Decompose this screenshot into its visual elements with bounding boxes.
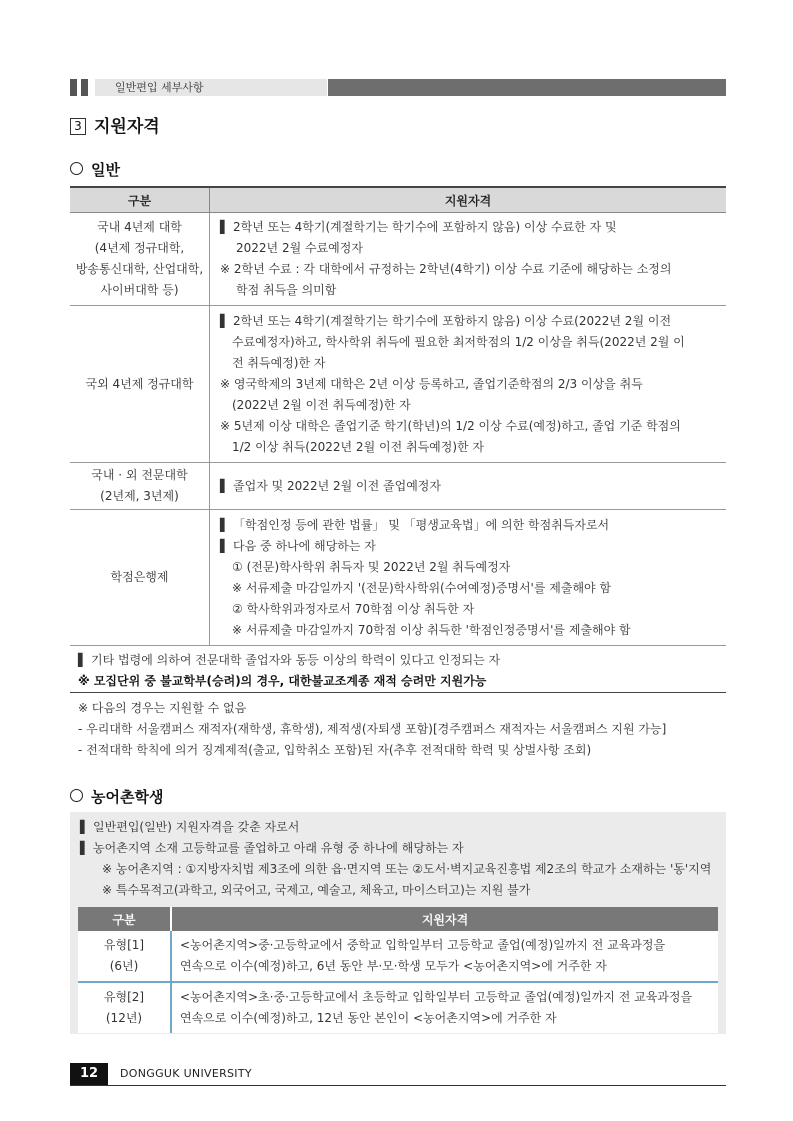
section-title-text: 지원자격	[94, 117, 160, 137]
eligibility-line: ▌ 「학점인정 등에 관한 법률」 및 「평생교육법」에 의한 학점취득자로서	[220, 517, 610, 532]
row-category	[70, 510, 210, 646]
header-square-1	[70, 79, 77, 96]
category-line: 학점은행제	[110, 570, 169, 584]
rural-subtitle-text: 농어촌학생	[91, 788, 164, 806]
page-number: 12	[70, 1063, 108, 1085]
row-category	[70, 213, 210, 306]
exclusions	[78, 698, 666, 761]
table-header-row	[70, 187, 726, 213]
general-eligibility-table	[70, 186, 726, 646]
rural-subtitle	[70, 786, 163, 807]
eligibility-line: 전 취득예정)한 자	[232, 355, 326, 370]
category-line: (12년)	[105, 1011, 143, 1025]
row-category	[78, 982, 171, 1033]
circle-bullet-icon	[70, 789, 83, 802]
eligibility-line: 연속으로 이수(예정)하고, 12년 동안 본인이 <농어촌지역>에 거주한 자	[180, 1011, 557, 1025]
row-eligibility	[171, 931, 718, 982]
circle-bullet-icon	[70, 162, 83, 175]
divider	[70, 692, 726, 693]
general-note: ▌ 기타 법령에 의하여 전문대학 졸업자와 동등 이상의 학력이 있다고 인정되는 자	[78, 653, 501, 667]
eligibility-line: (2022년 2월 이전 취득예정)한 자	[232, 397, 411, 412]
eligibility-line: <농어촌지역>초·중·고등학교에서 초등학교 입학일부터 고등학교 졸업(예정)일까지 전 교육과정을	[180, 990, 693, 1004]
eligibility-line: <농어촌지역>중·고등학교에서 중학교 입학일부터 고등학교 졸업(예정)일까지 전 교육과정을	[180, 938, 666, 952]
column-header-category: 구분	[70, 187, 210, 213]
category-line: 사이버대학 등)	[100, 283, 179, 297]
general-notes	[78, 650, 500, 692]
eligibility-line: 연속으로 이수(예정)하고, 6년 동안 부·모·학생 모두가 <농어촌지역>에 거주한 자	[180, 959, 607, 973]
rural-line: ※ 특수목적고(과학고, 외국어고, 국제고, 예술고, 체육고, 마이스터고)는 지원 불가	[102, 883, 531, 897]
eligibility-line: ▌ 졸업자 및 2022년 2월 이전 졸업예정자	[220, 478, 441, 493]
eligibility-line: ※ 2학년 수료 : 각 대학에서 규정하는 2학년(4학기) 이상 수료 기준에 해당하는 소정의	[220, 262, 672, 276]
table-row	[70, 463, 726, 510]
footer-rule	[70, 1085, 726, 1086]
general-subtitle	[70, 159, 120, 180]
eligibility-line: 1/2 이상 취득(2022년 2월 이전 취득예정)한 자	[232, 439, 485, 454]
table-row	[70, 213, 726, 306]
row-category	[70, 463, 210, 510]
eligibility-line: ※ 서류제출 마감일까지 70학점 이상 취득한 '학점인정증명서'를 제출해야 함	[232, 622, 631, 637]
header-square-2	[81, 79, 88, 96]
table-row	[70, 306, 726, 463]
rural-description	[80, 817, 711, 901]
header-section-label: 일반편입 세부사항	[95, 79, 327, 96]
rural-eligibility-table	[78, 907, 718, 1033]
row-eligibility	[210, 463, 727, 510]
category-line: 유형[2]	[103, 990, 145, 1004]
rural-line: ※ 농어촌지역 : ①지방자치법 제3조에 의한 읍·면지역 또는 ②도서·벽지교육진흥법 제2조의 학교가 소재하는 '동'지역	[102, 862, 712, 876]
table-header-row	[78, 907, 718, 931]
eligibility-line: 학점 취득을 의미함	[236, 283, 337, 297]
category-line: 유형[1]	[103, 938, 145, 952]
rural-line: ▌ 일반편입(일반) 지원자격을 갖춘 자로서	[80, 820, 300, 834]
rural-line: ▌ 농어촌지역 소재 고등학교를 졸업하고 아래 유형 중 하나에 해당하는 자	[80, 841, 464, 855]
eligibility-line: ※ 5년제 이상 대학은 졸업기준 학기(학년)의 1/2 이상 수료(예정)하고, 졸업 기준 학점의	[220, 418, 681, 433]
column-header-category: 구분	[78, 907, 171, 931]
exclusion-line: - 전적대학 학칙에 의거 징계제적(출교, 입학취소 포함)된 자(추후 전적대학 학력 및 상벌사항 조회)	[78, 743, 592, 757]
column-header-eligibility: 지원자격	[210, 187, 727, 213]
eligibility-line: ▌ 2학년 또는 4학기(계절학기는 학기수에 포함하지 않음) 이상 수료한 자 및	[220, 220, 617, 234]
eligibility-line: ▌ 2학년 또는 4학기(계절학기는 학기수에 포함하지 않음) 이상 수료(2022년 2월 이전	[220, 313, 672, 328]
table-row	[78, 931, 718, 982]
column-header-eligibility: 지원자격	[171, 907, 718, 931]
category-line: 국내 · 외 전문대학	[91, 468, 188, 482]
section-number: 3	[70, 118, 86, 135]
category-line: 방송통신대학, 산업대학,	[75, 262, 204, 276]
general-subtitle-text: 일반	[91, 161, 120, 179]
eligibility-line: ① (전문)학사학위 취득자 및 2022년 2월 취득예정자	[232, 559, 511, 574]
row-eligibility	[210, 510, 727, 646]
section-header-bar	[70, 79, 726, 96]
exclusion-line: ※ 다음의 경우는 지원할 수 없음	[78, 701, 247, 715]
eligibility-line: ▌ 다음 중 하나에 해당하는 자	[220, 538, 376, 553]
category-line: 국내 4년제 대학	[97, 220, 182, 234]
table-row	[70, 510, 726, 646]
university-name: DONGGUK UNIVERSITY	[120, 1067, 252, 1080]
exclusion-line: - 우리대학 서울캠퍼스 재적자(재학생, 휴학생), 제적생(자퇴생 포함)[경주캠퍼스 재적자는 서울캠퍼스 지원 가능]	[78, 722, 667, 736]
row-category	[70, 306, 210, 463]
category-line: (6년)	[109, 959, 139, 973]
header-fill-bar	[328, 79, 726, 96]
category-line: 국외 4년제 정규대학	[85, 376, 194, 391]
row-eligibility	[171, 982, 718, 1033]
category-line: (4년제 정규대학,	[94, 241, 185, 255]
category-line: (2년제, 3년제)	[100, 489, 179, 503]
row-eligibility	[210, 306, 727, 463]
row-eligibility	[210, 213, 727, 306]
eligibility-line: ※ 영국학제의 3년제 대학은 2년 이상 등록하고, 졸업기준학점의 2/3 이상을 취득	[220, 376, 643, 391]
table-row	[78, 982, 718, 1033]
eligibility-line: 2022년 2월 수료예정자	[236, 241, 363, 255]
row-category	[78, 931, 171, 982]
general-note-emphasis: ※ 모집단위 중 불교학부(승려)의 경우, 대한불교조계종 재적 승려만 지원가능	[78, 674, 487, 688]
eligibility-line: ※ 서류제출 마감일까지 '(전문)학사학위(수여예정)증명서'를 제출해야 함	[232, 580, 612, 595]
section-title	[70, 112, 160, 137]
eligibility-line: 수료예정자)하고, 학사학위 취득에 필요한 최저학점의 1/2 이상을 취득(2022년 2월 이	[232, 334, 685, 349]
eligibility-line: ② 학사학위과정자로서 70학점 이상 취득한 자	[232, 601, 475, 616]
